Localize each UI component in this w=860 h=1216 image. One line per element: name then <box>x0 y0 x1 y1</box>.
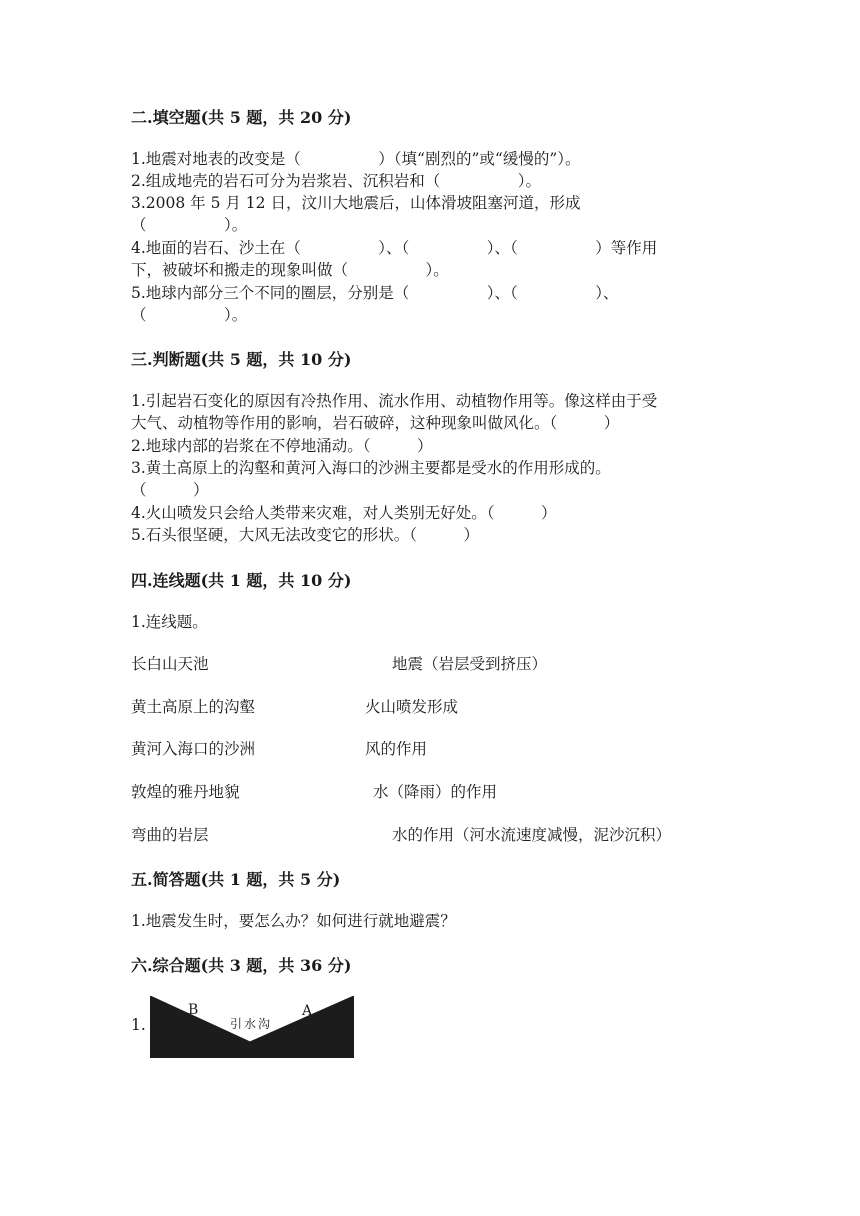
s3-question-3-line-1: 3.黄土高原上的沟壑和黄河入海口的沙洲主要都是受水的作用形成的。 <box>131 459 611 477</box>
match-right-item: 地震（岩层受到挤压） <box>392 655 548 673</box>
label-channel: 引水沟 <box>230 1017 273 1031</box>
s3-question-1-line-2: 大气、动植物等作用的影响，岩石破碎，这种现象叫做风化。（ ） <box>131 414 620 432</box>
match-left-item: 弯曲的岩层 <box>131 826 209 844</box>
s3-question-1-line-1: 1.引起岩石变化的原因有冷热作用、流水作用、动植物作用等。像这样由于受 <box>131 392 658 410</box>
s5-question-1: 1.地震发生时，要怎么办？如何进行就地避震？ <box>131 912 456 930</box>
label-b: B <box>188 1002 199 1018</box>
label-a: A <box>302 1003 313 1019</box>
match-right-item: 水的作用（河水流速度减慢，泥沙沉积） <box>392 826 672 844</box>
section-6-heading: 六.综合题(共 3 题，共 36 分) <box>131 956 352 975</box>
match-right-item: 风的作用 <box>365 740 428 758</box>
channel-diagram-svg <box>150 996 354 1058</box>
match-right-item: 火山喷发形成 <box>365 698 459 716</box>
s3-question-5: 5.石头很坚硬，大风无法改变它的形状。（ ） <box>131 526 480 544</box>
section-3-heading: 三.判断题(共 5 题，共 10 分) <box>131 350 352 369</box>
s2-question-4-line-1: 4.地面的岩石、沙土在（ ）、（ ）、（ ）等作用 <box>131 239 658 257</box>
s3-question-2: 2.地球内部的岩浆在不停地涌动。（ ） <box>131 437 433 455</box>
s2-question-4-line-2: 下，被破坏和搬走的现象叫做（ ）。 <box>131 261 449 279</box>
s2-question-3-line-1: 3.2008 年 5 月 12 日，汶川大地震后，山体滑坡阻塞河道，形成 <box>131 194 581 212</box>
s3-question-4: 4.火山喷发只会给人类带来灾难，对人类别无好处。（ ） <box>131 504 557 522</box>
match-right-item: 水（降雨）的作用 <box>373 783 498 801</box>
section-4-heading: 四.连线题(共 1 题，共 10 分) <box>131 571 352 590</box>
section-2-heading: 二.填空题(共 5 题，共 20 分) <box>131 108 352 127</box>
s4-question-1: 1.连线题。 <box>131 613 208 631</box>
s2-question-5-line-1: 5.地球内部分三个不同的圈层，分别是（ ）、（ ）、 <box>131 284 619 302</box>
channel-diagram <box>150 996 354 1058</box>
section-5-heading: 五.简答题(共 1 题，共 5 分) <box>131 870 341 889</box>
match-left-item: 黄土高原上的沟壑 <box>131 698 256 716</box>
s6-question-1-number: 1. <box>131 1016 146 1034</box>
match-left-item: 敦煌的雅丹地貌 <box>131 783 240 801</box>
s2-question-1: 1.地震对地表的改变是（ ）（填“剧烈的”或“缓慢的”）。 <box>131 150 581 168</box>
match-left-item: 长白山天池 <box>131 655 209 673</box>
match-left-item: 黄河入海口的沙洲 <box>131 740 256 758</box>
s2-question-2: 2.组成地壳的岩石可分为岩浆岩、沉积岩和（ ）。 <box>131 172 542 190</box>
s3-question-3-line-2: （ ） <box>131 481 209 499</box>
s2-question-3-line-2: （ ）。 <box>131 216 248 234</box>
s2-question-5-line-2: （ ）。 <box>131 306 248 324</box>
